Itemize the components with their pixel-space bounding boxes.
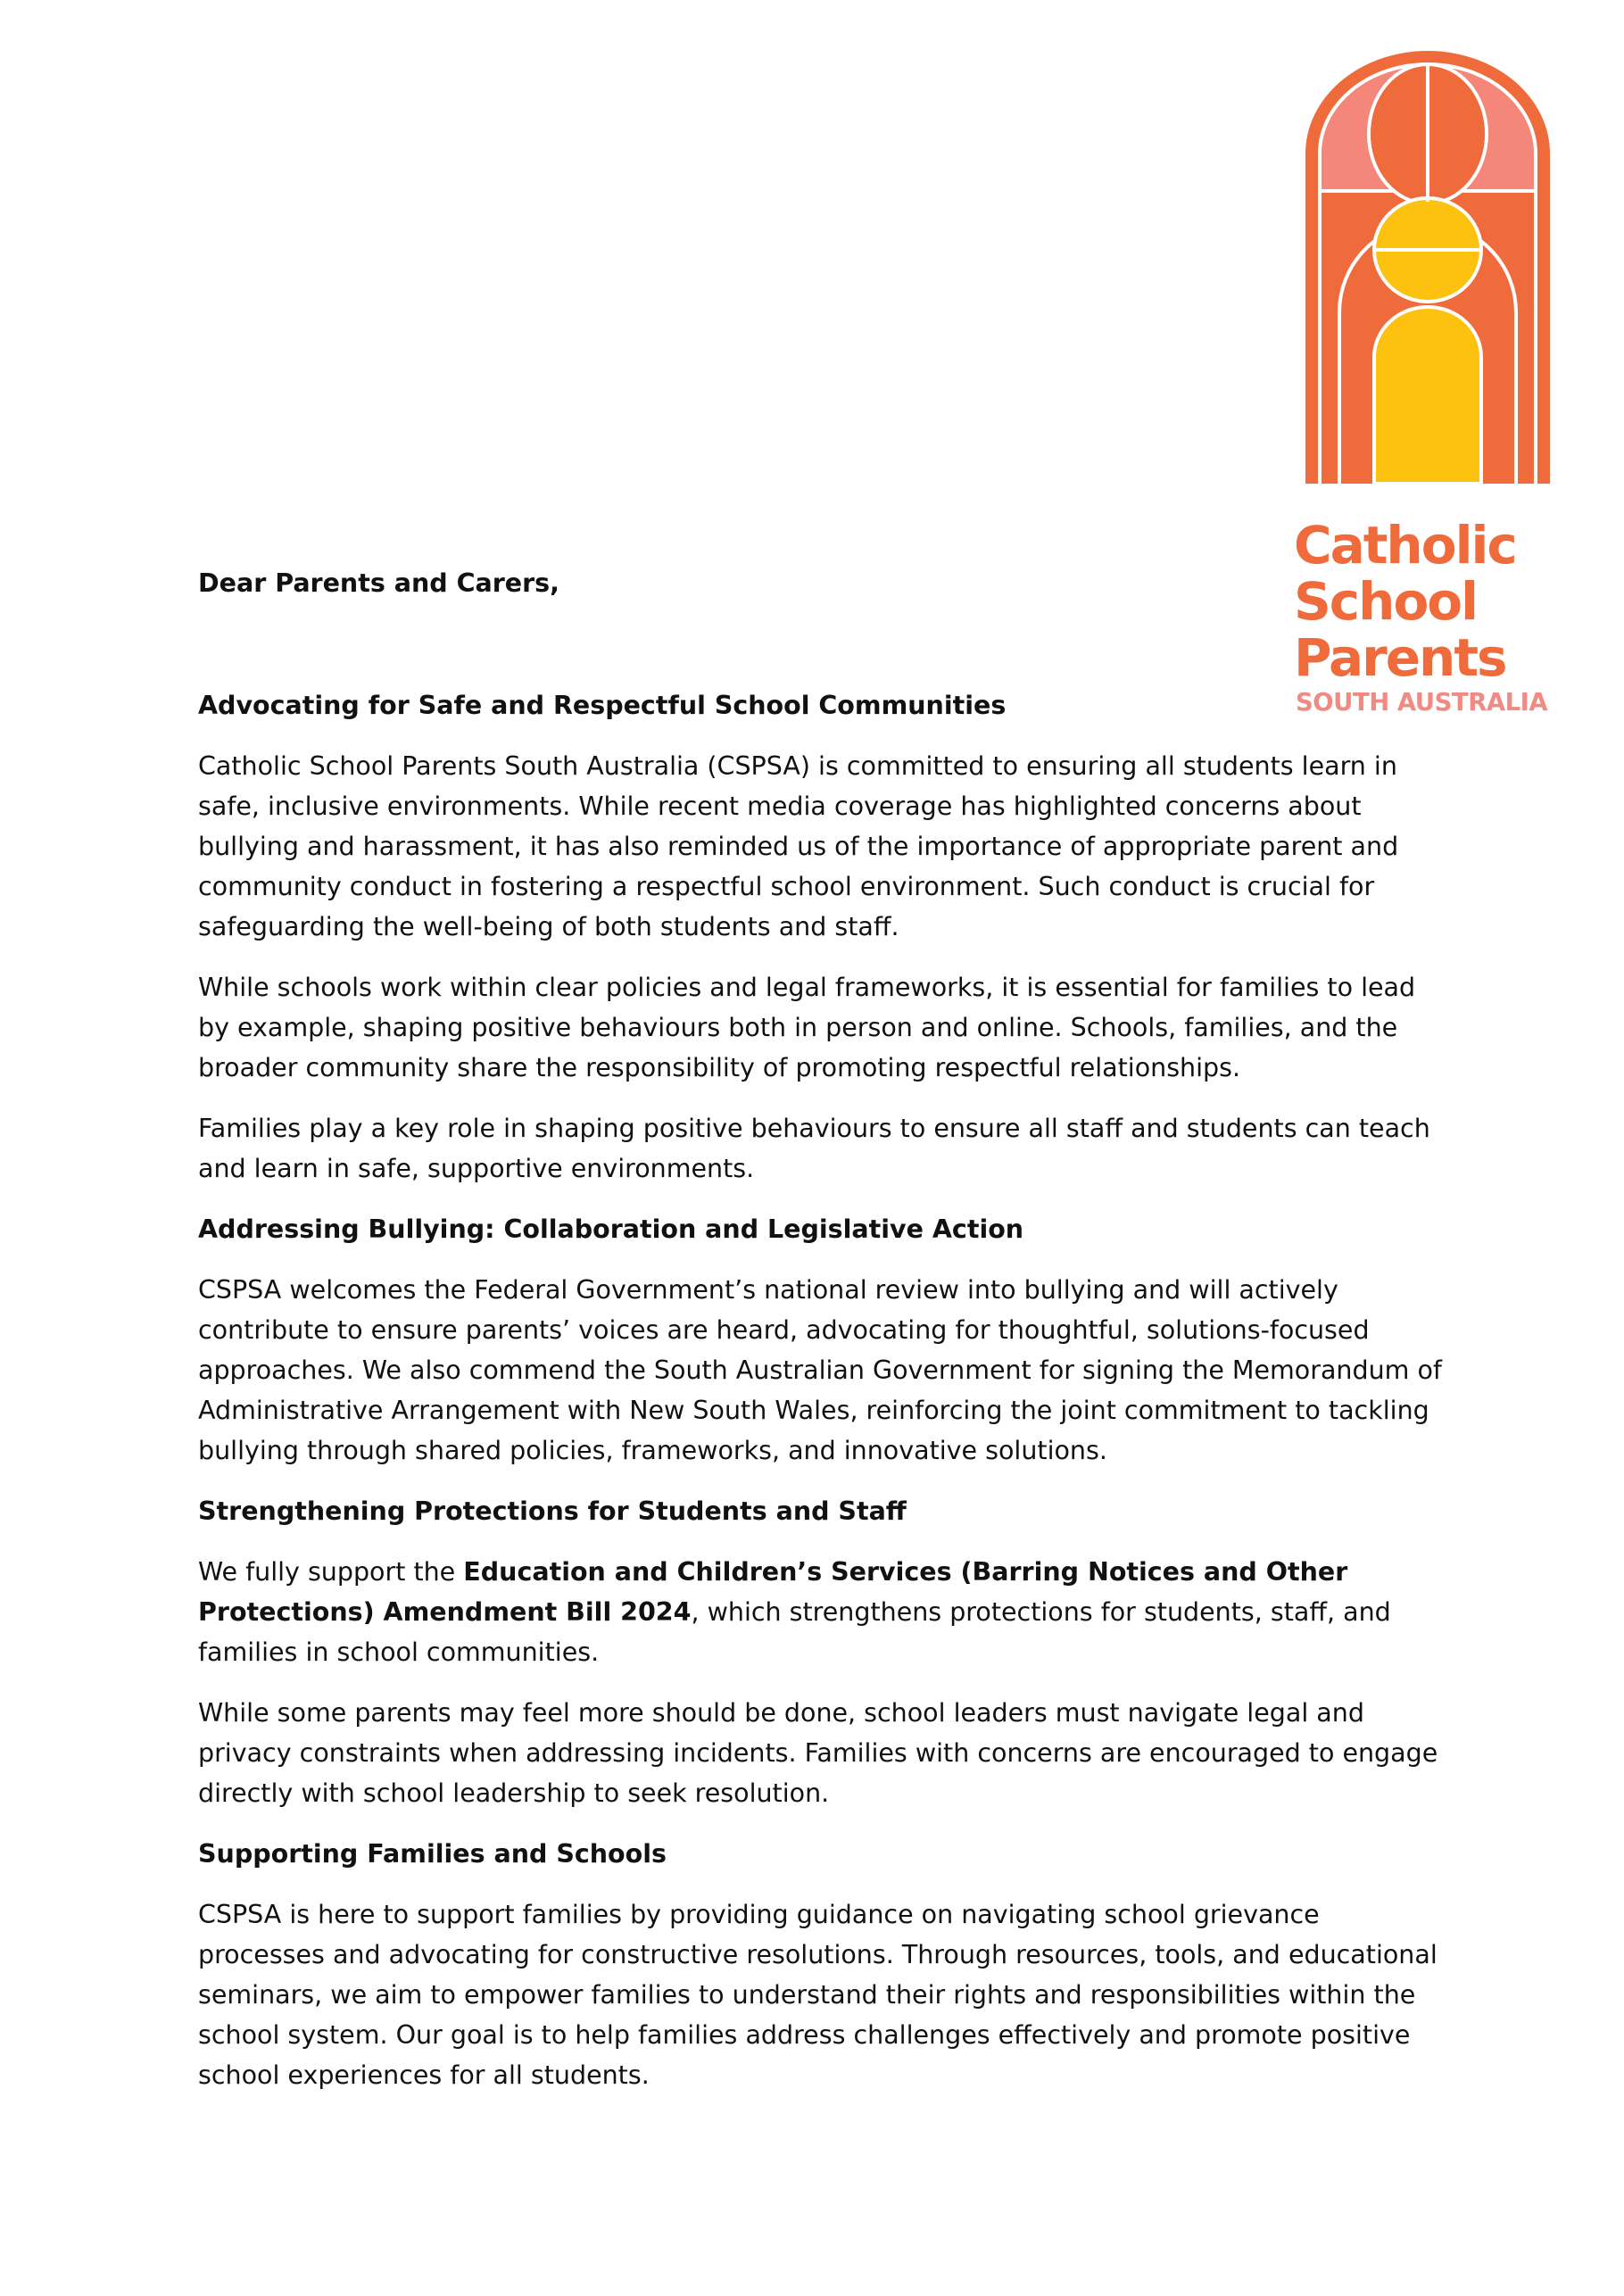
paragraph-amendment-bill (198, 1552, 1447, 1672)
bill-title: Education and Children’s Services (Barring Notices and Other Protections) Amendment Bill 2024 (198, 1557, 1348, 1627)
paragraph: CSPSA is here to support families by providing guidance on navigating school grievance processes and advocating for constructive resolutions. Through resources, tools, and educational seminars, we aim to empower families to understand their rights and responsibilities within the school system. Our goal is to help families address challenges effectively and promote positive school experiences for all students. (198, 1900, 1438, 2090)
text-run: We fully support the (198, 1557, 464, 1587)
paragraph: While schools work within clear policies and legal frameworks, it is essential for families to lead by example, shaping positive behaviours both in person and online. Schools, families, and the broader community share the responsibility of promoting respectful relationships. (198, 973, 1416, 1082)
logo-text-school: School (1294, 571, 1478, 632)
heading-supporting-families: Supporting Families and Schools (198, 1839, 667, 1869)
logo-text-parents: Parents (1294, 627, 1506, 688)
paragraph: Families play a key role in shaping positive behaviours to ensure all staff and students can teach and learn in safe, supportive environments. (198, 1114, 1430, 1183)
heading-addressing-bullying: Addressing Bullying: Collaboration and Legislative Action (198, 1214, 1024, 1244)
heading-safe-respectful: Advocating for Safe and Respectful School Communities (198, 691, 1007, 720)
heading-strengthening-protections: Strengthening Protections for Students and Staff (198, 1496, 907, 1526)
arch-emblem-icon (1298, 46, 1557, 484)
logo-text-catholic: Catholic (1294, 515, 1516, 576)
letter-body (198, 563, 1447, 2116)
text-run: , which strengthens protections for students, staff, and families in school communities. (198, 1597, 1391, 1667)
paragraph: CSPSA welcomes the Federal Government’s national review into bullying and will actively contribute to ensure parents’ voices are heard, advocating for thoughtful, solutions-focused approaches. We also commend the South Australian Government for signing the Memorandum of Administrative Arrangement with New South Wales, reinforcing the joint commitment to tackling bullying through shared policies, frameworks, and innovative solutions. (198, 1275, 1442, 1465)
paragraph: While some parents may feel more should be done, school leaders must navigate legal and privacy constraints when addressing incidents. Families with concerns are encouraged to engage directly with school leadership to seek resolution. (198, 1698, 1438, 1808)
logo-text-south-australia: SOUTH AUSTRALIA (1296, 688, 1548, 717)
salutation: Dear Parents and Carers, (198, 568, 559, 598)
paragraph: Catholic School Parents South Australia (CSPSA) is committed to ensuring all students learn in safe, inclusive environments. While recent media coverage has highlighted concerns about bullying and harassment, it has also reminded us of the importance of appropriate parent and community conduct in fostering a respectful school environment. Such conduct is crucial for safeguarding the well-being of both students and staff. (198, 751, 1399, 941)
